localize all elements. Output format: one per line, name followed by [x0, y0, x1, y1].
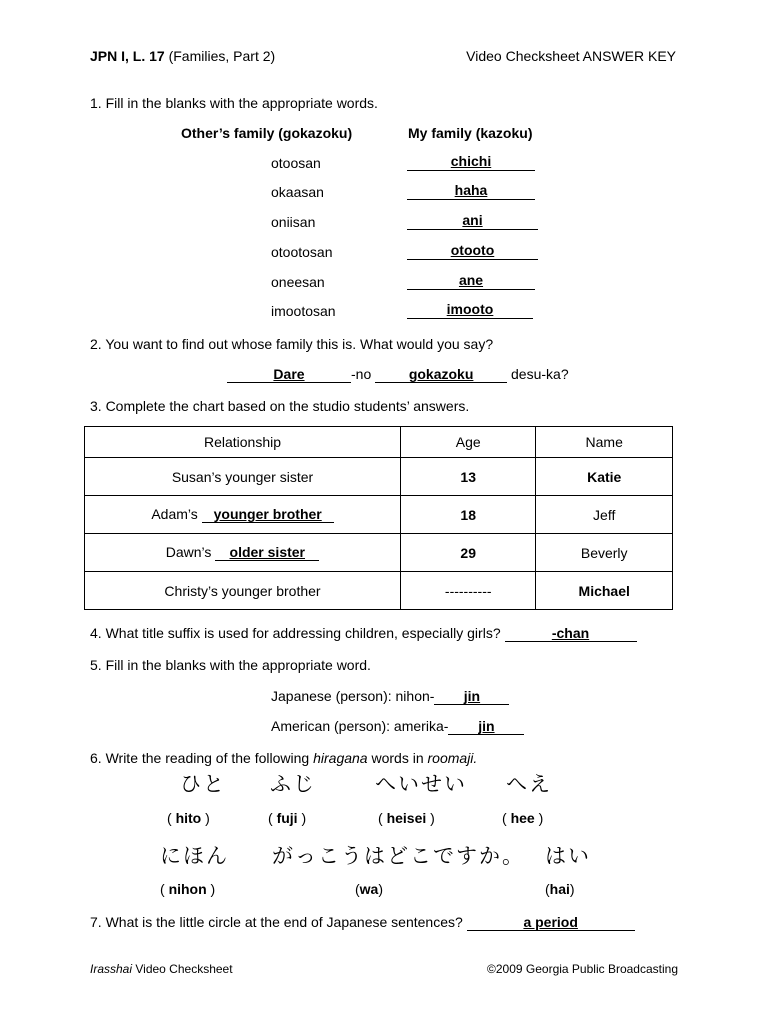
- chart-header-age: Age: [401, 427, 536, 458]
- reading-text: hai: [549, 881, 570, 897]
- q2-answer-1-text: Dare: [273, 366, 305, 382]
- chart-name: Beverly: [536, 534, 673, 572]
- q1-answer-6: [407, 301, 533, 319]
- q1-answer-text: imooto: [446, 301, 494, 317]
- q5-answer-2-text: jin: [478, 718, 495, 734]
- q5-answer-2: [448, 718, 524, 735]
- q3-prompt: 3. Complete the chart based on the studio students’ answers.: [90, 398, 470, 414]
- q6-prompt-roomaji: roomaji.: [427, 750, 478, 766]
- q4-answer: [505, 625, 637, 642]
- q6-prompt-hiragana: hiragana: [313, 750, 368, 766]
- relationship-blank: [202, 506, 334, 523]
- kana-word: ふじ: [270, 772, 316, 796]
- q1-answer-1: [407, 153, 535, 171]
- q5-label-1: Japanese (person): nihon-: [271, 688, 435, 704]
- relationship-text: Susan’s younger sister: [171, 468, 314, 485]
- q2-end: desu-ka?: [511, 366, 569, 382]
- chart-relationship: [85, 458, 401, 496]
- chart-row: [85, 534, 673, 572]
- q5-line-1: [271, 688, 509, 705]
- footer-left-text: Video Checksheet: [132, 962, 233, 976]
- q6-prompt: [90, 750, 477, 766]
- chart-age: 18: [401, 496, 536, 534]
- chart-relationship: [85, 496, 401, 534]
- q1-answer-5: [407, 272, 535, 290]
- chart-name: Michael: [536, 572, 673, 610]
- kana-word: にほん: [160, 844, 229, 868]
- q1-term-6: imootosan: [271, 303, 336, 319]
- header-course: [90, 48, 275, 64]
- chart-age: 29: [401, 534, 536, 572]
- chart-header-relationship: Relationship: [85, 427, 401, 458]
- q1-col-left: Other’s family (gokazoku): [181, 125, 353, 141]
- q2-mid: -no: [351, 366, 372, 382]
- q7-line: [90, 914, 635, 931]
- chart-row: [85, 458, 673, 496]
- q1-answer-4: [407, 242, 538, 260]
- relationship-blank-text: younger brother: [213, 506, 322, 522]
- header-title: Video Checksheet ANSWER KEY: [466, 48, 676, 64]
- q3-chart: [84, 426, 673, 610]
- q6-prompt-mid: words in: [367, 750, 428, 766]
- kana-word: へえ: [506, 772, 552, 796]
- q1-answer-text: haha: [454, 182, 488, 198]
- course-code: JPN I, L. 17: [90, 48, 165, 64]
- chart-header-name: Name: [536, 427, 673, 458]
- course-subtitle: (Families, Part 2): [164, 48, 276, 64]
- chart-age: 13: [401, 458, 536, 496]
- relationship-text: Dawn’s: [165, 544, 212, 560]
- q1-col-right: My family (kazoku): [408, 125, 533, 141]
- kana-word: へいせい: [375, 772, 467, 796]
- q1-term-5: oneesan: [271, 274, 325, 290]
- reading-text: heisei: [386, 810, 427, 826]
- reading-text: nihon: [168, 881, 207, 897]
- footer-copyright: ©2009 Georgia Public Broadcasting: [487, 962, 678, 976]
- relationship-blank: [215, 544, 319, 561]
- footer-brand: Irasshai: [90, 962, 133, 976]
- reading: (wa): [355, 881, 384, 897]
- q5-line-2: [271, 718, 524, 735]
- reading-text: hee: [510, 810, 535, 826]
- relationship-text: Adam’s: [151, 506, 198, 522]
- q1-answer-2: [407, 182, 535, 200]
- chart-relationship: [85, 534, 401, 572]
- q2-sentence: [227, 366, 569, 383]
- reading: ( heisei ): [378, 810, 435, 826]
- q2-answer-2: [375, 366, 507, 383]
- chart-row: [85, 572, 673, 610]
- q1-answer-text: otooto: [450, 242, 495, 258]
- chart-name: Jeff: [536, 496, 673, 534]
- chart-relationship: [85, 572, 401, 610]
- reading-text: fuji: [276, 810, 298, 826]
- chart-age: ----------: [401, 572, 536, 610]
- kana-word: はい: [545, 844, 591, 868]
- reading-text: wa: [359, 881, 379, 897]
- q1-term-2: okaasan: [271, 184, 324, 200]
- q2-prompt: 2. You want to find out whose family this is. What would you say?: [90, 336, 494, 352]
- chart-row: [85, 496, 673, 534]
- reading-text: hito: [175, 810, 202, 826]
- q7-prompt: 7. What is the little circle at the end of Japanese sentences?: [90, 914, 463, 930]
- q4-line: [90, 625, 637, 642]
- q1-answer-text: ane: [458, 272, 484, 288]
- q7-answer: [467, 914, 635, 931]
- q1-term-4: otootosan: [271, 244, 333, 260]
- reading: ( fuji ): [268, 810, 307, 826]
- q4-prompt: 4. What title suffix is used for addressing children, especially girls?: [90, 625, 501, 641]
- relationship-text: Christy’s younger brother: [164, 582, 321, 599]
- q5-answer-1: [434, 688, 509, 705]
- q1-answer-text: chichi: [450, 153, 492, 169]
- q2-answer-2-text: gokazoku: [408, 366, 474, 382]
- q1-answer-3: [407, 212, 538, 230]
- reading: ( nihon ): [160, 881, 216, 897]
- kana-word: ひと: [180, 772, 226, 796]
- q5-answer-1-text: jin: [463, 688, 481, 704]
- q1-term-3: oniisan: [271, 214, 316, 230]
- chart-name: Katie: [536, 458, 673, 496]
- q1-term-1: otoosan: [271, 155, 321, 171]
- q2-answer-1: [227, 366, 351, 383]
- q1-prompt: 1. Fill in the blanks with the appropriate words.: [90, 95, 378, 111]
- reading: ( hee ): [502, 810, 544, 826]
- relationship-blank-text: older sister: [229, 544, 306, 560]
- chart-header-row: [85, 427, 673, 458]
- reading: ( hito ): [167, 810, 210, 826]
- q5-label-2: American (person): amerika-: [271, 718, 449, 734]
- kana-sentence: がっこうはどこですか。: [272, 844, 525, 868]
- q4-answer-text: -chan: [551, 625, 590, 641]
- q5-prompt: 5. Fill in the blanks with the appropriate word.: [90, 657, 371, 673]
- reading: (hai): [545, 881, 575, 897]
- q6-prompt-start: 6. Write the reading of the following: [90, 750, 314, 766]
- q7-answer-text: a period: [523, 914, 578, 930]
- footer-left: [90, 962, 233, 976]
- q1-answer-text: ani: [462, 212, 483, 228]
